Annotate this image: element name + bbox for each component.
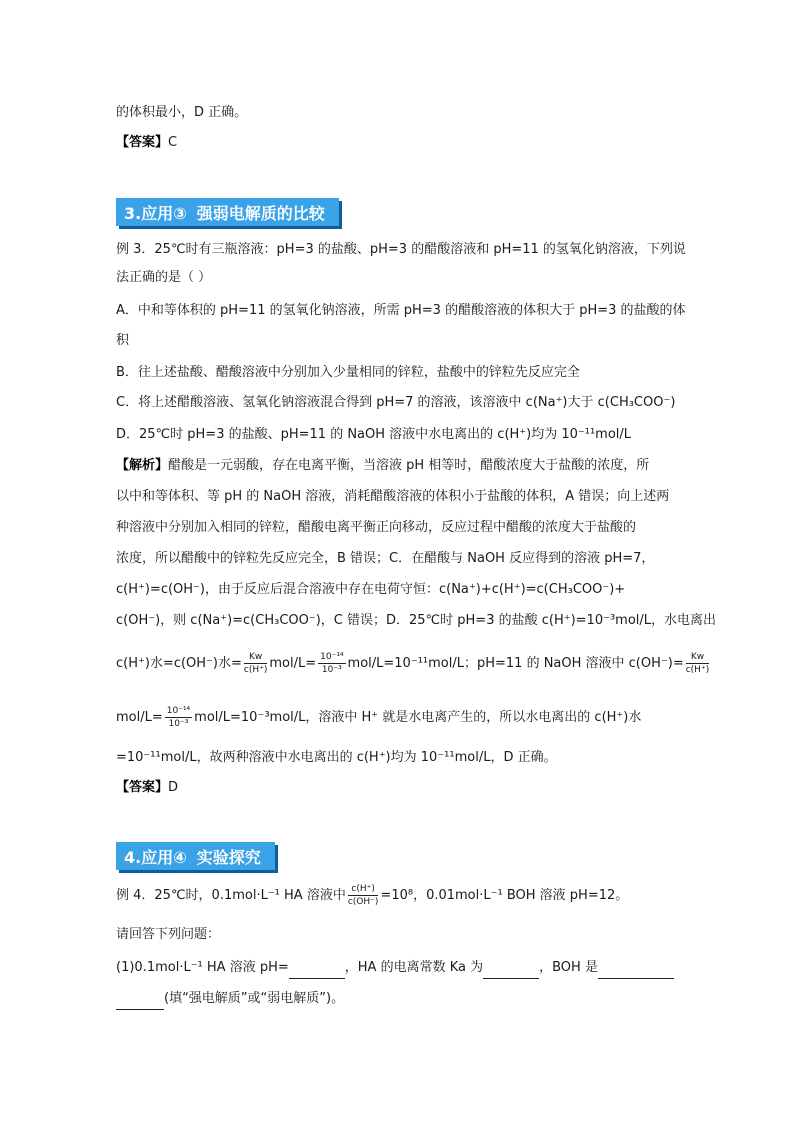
question-text: ，HA 的电离常数 Ka 为 [344, 960, 484, 975]
example-3-line2: 法正确的是（ ） [116, 270, 212, 285]
fraction [318, 651, 345, 676]
answer-label: 【答案】 [116, 780, 169, 795]
answer-1 [116, 133, 177, 153]
fraction-numerator: 10⁻¹⁴ [166, 706, 191, 716]
fraction [244, 651, 268, 676]
formula-text: mol/L=10⁻¹¹mol/L；pH=11 的 NaOH 溶液中 c(OH⁻)= [347, 656, 684, 671]
section-3-title: 3.应用③ [124, 203, 187, 223]
analysis-line9: =10⁻¹¹mol/L，故两种溶液中水电离出的 c(H⁺)均为 10⁻¹¹mol/L，D 正确。 [116, 750, 557, 765]
answer-blank[interactable] [598, 958, 674, 979]
section-4-subtitle: 实验探究 [196, 847, 261, 867]
analysis-line8 [116, 704, 641, 732]
section-3-heading [116, 198, 339, 226]
option-b: B．往上述盐酸、醋酸溶液中分别加入少量相同的锌粒，盐酸中的锌粒先反应完全 [116, 365, 580, 380]
example-3-line1: 例 3．25℃时有三瓶溶液：pH=3 的盐酸、pH=3 的醋酸溶液和 pH=11 的氢氧化钠溶液，下列说 [116, 242, 686, 257]
question-1-line2 [116, 989, 344, 1010]
analysis-line6: c(OH⁻)，则 c(Na⁺)=c(CH₃COO⁻)，C 错误；D．25℃时 pH=3 的盐酸 c(H⁺)=10⁻³mol/L，水电离出 [116, 613, 717, 628]
question-1-line1 [116, 958, 674, 979]
fraction [686, 651, 710, 676]
section-4-title: 4.应用④ [124, 847, 187, 867]
fraction [348, 883, 379, 908]
question-intro: 请回答下列问题： [116, 927, 221, 942]
option-a-line1: A．中和等体积的 pH=11 的氢氧化钠溶液，所需 pH=3 的醋酸溶液的体积大于 pH=3 的盐酸的体 [116, 303, 686, 318]
answer-label: 【答案】 [116, 135, 169, 150]
analysis-text: 醋酸是一元弱酸，存在电离平衡，当溶液 pH 相等时，醋酸浓度大于盐酸的浓度，所 [168, 458, 650, 473]
analysis-line1 [116, 456, 649, 476]
question-text: ，BOH 是 [539, 960, 598, 975]
fraction-numerator: c(H⁺) [348, 883, 379, 896]
text-line: 的体积最小，D 正确。 [116, 105, 248, 120]
answer-blank[interactable] [483, 958, 539, 979]
example-4-text: 例 4．25℃时，0.1mol·L⁻¹ HA 溶液中 [116, 888, 346, 903]
analysis-label: 【解析】 [116, 458, 169, 473]
answer-blank[interactable] [289, 958, 345, 979]
fraction [165, 705, 192, 730]
fraction-denominator: c(OH⁻) [347, 897, 379, 907]
fraction-denominator: 10⁻³ [168, 719, 189, 729]
question-text: (填“强电解质”或“弱电解质”)。 [164, 991, 345, 1006]
analysis-line2: 以中和等体积、等 pH 的 NaOH 溶液，消耗醋酸溶液的体积小于盐酸的体积，A 错误；向上述两 [116, 489, 670, 504]
answer-value: C [168, 135, 178, 150]
fraction-denominator: c(H⁺) [243, 665, 268, 675]
question-text: (1)0.1mol·L⁻¹ HA 溶液 pH= [116, 960, 289, 975]
fraction-denominator: c(H⁺) [685, 665, 710, 675]
fraction-numerator: Kw [686, 651, 710, 664]
formula-text: mol/L=10⁻³mol/L，溶液中 H⁺ 就是水电离产生的，所以水电离出的 c(H⁺)水 [194, 710, 642, 725]
answer-value: D [168, 780, 179, 795]
option-d: D．25℃时 pH=3 的盐酸、pH=11 的 NaOH 溶液中水电离出的 c(H⁺)均为 10⁻¹¹mol/L [116, 427, 632, 442]
section-3-subtitle: 强弱电解质的比较 [196, 203, 325, 223]
formula-text: mol/L= [116, 710, 163, 725]
analysis-line5: c(H⁺)=c(OH⁻)，由于反应后混合溶液中存在电荷守恒：c(Na⁺)+c(H⁺)=c(CH₃COO⁻)+ [116, 582, 626, 597]
option-c: C．将上述醋酸溶液、氢氧化钠溶液混合得到 pH=7 的溶液，该溶液中 c(Na⁺)大于 c(CH₃COO⁻) [116, 395, 676, 410]
fraction-denominator: 10⁻³ [321, 665, 342, 675]
formula-text: mol/L= [269, 656, 317, 671]
answer-blank[interactable] [116, 989, 164, 1010]
fraction-numerator: 10⁻¹⁴ [320, 652, 344, 662]
answer-2 [116, 778, 178, 798]
example-4-text: =10⁸，0.01mol·L⁻¹ BOH 溶液 pH=12。 [380, 888, 629, 903]
option-a-line2: 积 [116, 333, 130, 348]
example-4-line [116, 882, 628, 910]
section-4-heading [116, 842, 275, 870]
formula-text: c(H⁺)水=c(OH⁻)水= [116, 656, 242, 671]
analysis-line7 [116, 650, 711, 678]
analysis-line3: 种溶液中分别加入相同的锌粒，醋酸电离平衡正向移动，反应过程中醋酸的浓度大于盐酸的 [116, 520, 637, 535]
analysis-line4: 浓度，所以醋酸中的锌粒先反应完全，B 错误；C．在醋酸与 NaOH 反应得到的溶液 pH=7， [116, 551, 655, 566]
fraction-numerator: Kw [244, 651, 268, 664]
